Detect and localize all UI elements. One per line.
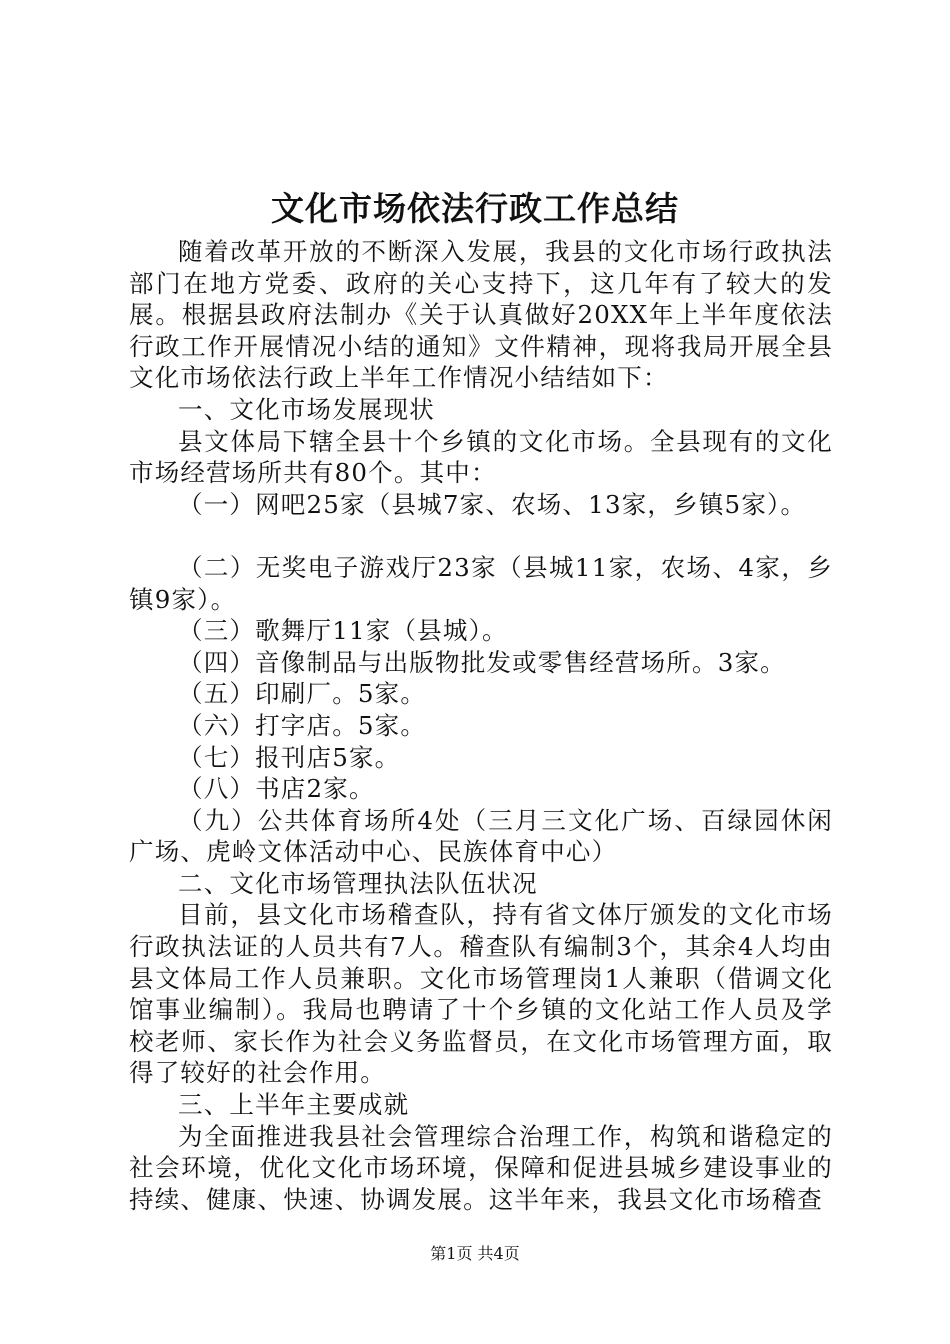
list-item-internet-cafes: （一）网吧25家（县城7家、农场、13家，乡镇5家）。 <box>178 489 807 519</box>
page-footer: 第1页 共4页 <box>430 1244 520 1263</box>
intro-paragraph: 随着改革开放的不断深入发展，我县的文化市场行政执法部门在地方党委、政府的关心支持下，这几年有了较大的发展。根据县政府法制办《关于认真做好20XX年上半年度依法行政工作开展情况小结的通知》文件精神，现将我局开展全县文化市场依法行政上半年工作情况小结结如下： <box>129 237 833 393</box>
document-body <box>129 236 833 1215</box>
list-item-dance-halls: （三）歌舞厅11家（县城）。 <box>178 616 508 646</box>
list-item-newsstands: （七）报刊店5家。 <box>178 742 401 772</box>
document-title: 文化市场依法行政工作总结 <box>271 189 679 228</box>
enforcement-team-paragraph: 目前，县文化市场稽查队，持有省文体厅颁发的文化市场行政执法证的人员共有7人。稽查队有编制3个，其余4人均由县文体局工作人员兼职。文化市场管理岗1人兼职（借调文化馆事业编制）。我局也聘请了十个乡镇的文化站工作人员及学校老师、家长作为社会义务监督员，在文化市场管理方面，取得了较好的社会作用。 <box>129 900 833 1088</box>
list-item-sports-venues: （九）公共体育场所4处（三月三文化广场、百绿园休闲广场、虎岭文体活动中心、民族体育中心） <box>129 805 833 867</box>
list-item-bookstores: （八）书店2家。 <box>178 774 375 804</box>
section-heading-3: 三、上半年主要成就 <box>178 1090 410 1120</box>
blank-line <box>129 520 833 552</box>
market-overview-paragraph: 县文体局下辖全县十个乡镇的文化市场。全县现有的文化市场经营场所共有80个。其中： <box>129 426 833 488</box>
section-heading-1: 一、文化市场发展现状 <box>178 394 435 424</box>
list-item-game-halls: （二）无奖电子游戏厅23家（县城11家，农场、4家，乡镇9家）。 <box>129 552 833 614</box>
list-item-typing: （六）打字店。5家。 <box>178 710 427 740</box>
list-item-printing: （五）印刷厂。5家。 <box>178 679 427 709</box>
section-heading-2: 二、文化市场管理执法队伍状况 <box>178 868 538 898</box>
achievements-paragraph: 为全面推进我县社会管理综合治理工作，构筑和谐稳定的社会环境，优化文化市场环境，保障和促进县城乡建设事业的持续、健康、快速、协调发展。这半年来，我县文化市场稽查 <box>129 1121 833 1214</box>
list-item-audio-video: （四）音像制品与出版物批发或零售经营场所。3家。 <box>178 647 786 677</box>
